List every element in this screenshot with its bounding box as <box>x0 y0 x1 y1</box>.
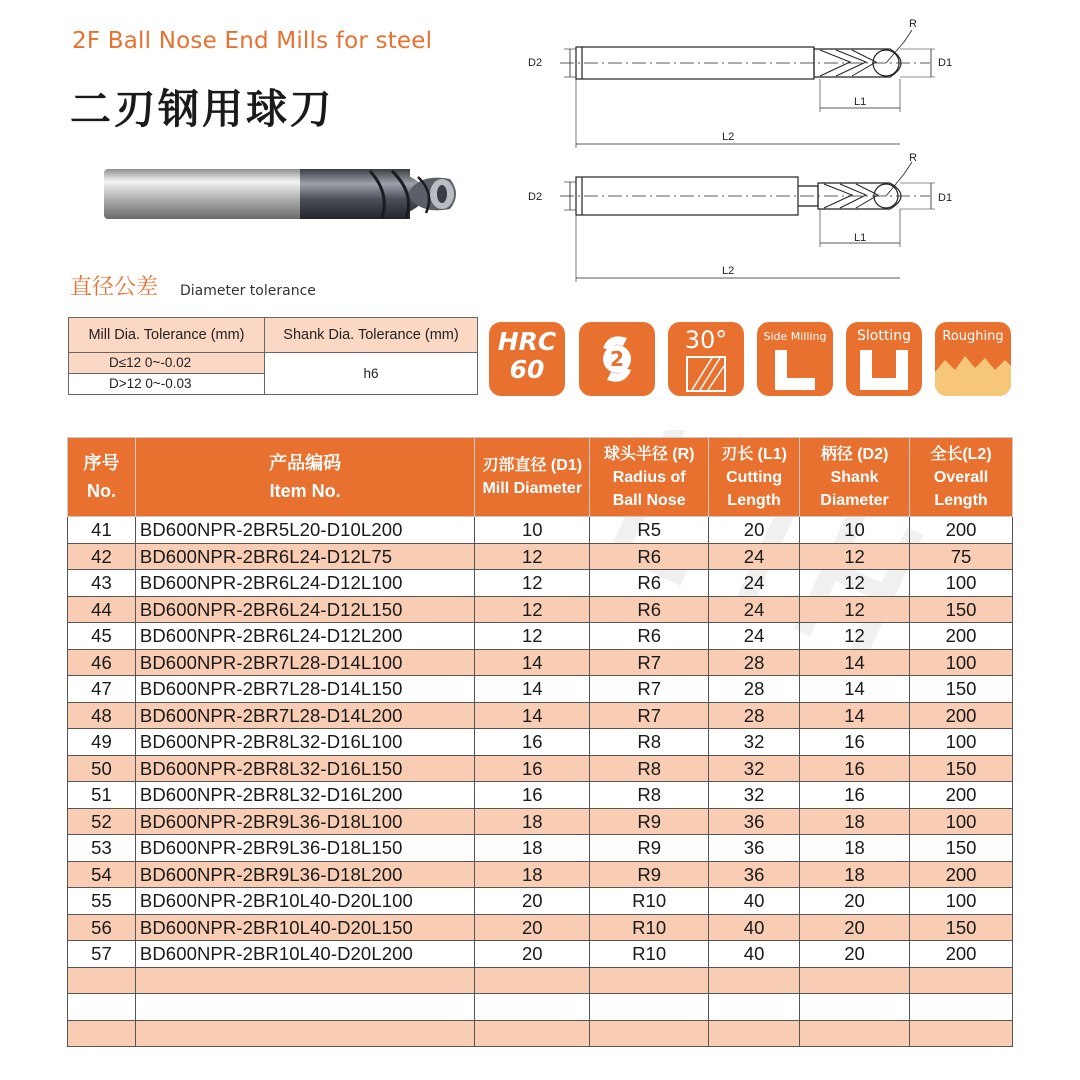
cell-mill-diameter <box>475 994 590 1021</box>
table-row <box>68 729 1013 756</box>
table-row <box>68 808 1013 835</box>
cell-item-no <box>135 1020 474 1047</box>
cell-cutting-length <box>709 967 800 994</box>
slotting-icon <box>858 348 910 392</box>
cell-overall-length: 150 <box>910 676 1013 703</box>
cell-no: 51 <box>68 782 136 809</box>
cell-radius: R10 <box>590 914 709 941</box>
cell-no: 46 <box>68 649 136 676</box>
cell-no: 54 <box>68 861 136 888</box>
tolerance-heading-en: Diameter tolerance <box>180 283 316 299</box>
header-overall-length: 全长(L2) Overall Length <box>910 438 1013 517</box>
cell-overall-length: 200 <box>910 517 1013 544</box>
cell-mill-diameter: 12 <box>475 543 590 570</box>
cell-overall-length <box>910 994 1013 1021</box>
cell-mill-diameter: 20 <box>475 941 590 968</box>
cell-overall-length: 200 <box>910 941 1013 968</box>
helix-angle-badge: 30° <box>668 322 744 396</box>
label-d2-bottom: D2 <box>528 191 543 203</box>
cell-radius: R7 <box>590 649 709 676</box>
cell-item-no: BD600NPR-2BR7L28-D14L200 <box>135 702 474 729</box>
table-row <box>68 782 1013 809</box>
tolerance-col-shank: Shank Dia. Tolerance (mm) <box>265 318 478 353</box>
cell-cutting-length: 36 <box>709 835 800 862</box>
header-shank-diameter: 柄径 (D2) Shank Diameter <box>800 438 910 517</box>
cell-item-no: BD600NPR-2BR7L28-D14L150 <box>135 676 474 703</box>
cell-shank-diameter: 12 <box>800 596 910 623</box>
cell-overall-length: 200 <box>910 623 1013 650</box>
cell-item-no <box>135 967 474 994</box>
cell-item-no: BD600NPR-2BR8L32-D16L100 <box>135 729 474 756</box>
cell-cutting-length: 24 <box>709 543 800 570</box>
table-row <box>68 1020 1013 1047</box>
cell-mill-diameter: 16 <box>475 729 590 756</box>
cell-radius: R6 <box>590 596 709 623</box>
table-row <box>68 914 1013 941</box>
cell-radius <box>590 967 709 994</box>
cell-overall-length: 150 <box>910 596 1013 623</box>
cell-item-no: BD600NPR-2BR9L36-D18L100 <box>135 808 474 835</box>
table-row <box>68 676 1013 703</box>
hrc-badge: HRC 60 <box>489 322 565 396</box>
label-l1-bottom: L1 <box>854 232 867 244</box>
label-l1-top: L1 <box>854 96 867 108</box>
cell-overall-length: 150 <box>910 755 1013 782</box>
cell-no: 45 <box>68 623 136 650</box>
cell-cutting-length: 24 <box>709 623 800 650</box>
table-row <box>68 649 1013 676</box>
cell-overall-length: 100 <box>910 570 1013 597</box>
cell-no: 42 <box>68 543 136 570</box>
cell-mill-diameter: 20 <box>475 914 590 941</box>
cell-cutting-length: 24 <box>709 596 800 623</box>
header-no: 序号 No. <box>68 438 136 517</box>
table-row <box>68 596 1013 623</box>
cell-overall-length: 75 <box>910 543 1013 570</box>
table-row <box>68 517 1013 544</box>
cell-shank-diameter <box>800 994 910 1021</box>
cell-item-no: BD600NPR-2BR10L40-D20L200 <box>135 941 474 968</box>
cell-radius: R10 <box>590 888 709 915</box>
table-row <box>68 888 1013 915</box>
end-mill-photo <box>70 163 490 225</box>
table-row <box>68 755 1013 782</box>
cell-mill-diameter: 16 <box>475 782 590 809</box>
cell-mill-diameter: 12 <box>475 596 590 623</box>
cell-mill-diameter: 18 <box>475 808 590 835</box>
cell-mill-diameter: 14 <box>475 702 590 729</box>
cell-cutting-length <box>709 994 800 1021</box>
cell-mill-diameter: 10 <box>475 517 590 544</box>
cell-radius: R7 <box>590 702 709 729</box>
cell-mill-diameter: 12 <box>475 623 590 650</box>
cell-cutting-length: 40 <box>709 941 800 968</box>
table-row <box>68 835 1013 862</box>
two-flute-badge: 2 <box>579 322 655 396</box>
tolerance-col-mill: Mill Dia. Tolerance (mm) <box>69 318 265 353</box>
cell-no: 41 <box>68 517 136 544</box>
table-row <box>68 967 1013 994</box>
cell-no: 50 <box>68 755 136 782</box>
table-header-row <box>68 438 1013 517</box>
cell-no: 52 <box>68 808 136 835</box>
cell-radius: R9 <box>590 835 709 862</box>
table-row <box>68 994 1013 1021</box>
roughing-badge: Roughing <box>935 322 1011 396</box>
label-r-bottom: R <box>909 152 917 164</box>
cell-overall-length: 200 <box>910 861 1013 888</box>
cell-item-no: BD600NPR-2BR6L24-D12L75 <box>135 543 474 570</box>
label-d1-top: D1 <box>938 57 953 69</box>
cell-item-no: BD600NPR-2BR8L32-D16L200 <box>135 782 474 809</box>
cell-cutting-length: 20 <box>709 517 800 544</box>
cell-shank-diameter: 12 <box>800 570 910 597</box>
header-radius: 球头半径 (R) Radius of Ball Nose <box>590 438 709 517</box>
tolerance-shank-value: h6 <box>265 353 478 395</box>
cell-overall-length: 100 <box>910 649 1013 676</box>
cell-radius: R7 <box>590 676 709 703</box>
header-cutting-length: 刃长 (L1) Cutting Length <box>709 438 800 517</box>
cell-overall-length: 150 <box>910 835 1013 862</box>
cell-no: 56 <box>68 914 136 941</box>
side-milling-icon <box>773 348 817 392</box>
label-l2-bottom: L2 <box>722 265 735 277</box>
cell-radius: R9 <box>590 861 709 888</box>
cell-overall-length <box>910 1020 1013 1047</box>
cell-mill-diameter: 18 <box>475 861 590 888</box>
technical-drawing <box>520 10 970 290</box>
cell-no: 53 <box>68 835 136 862</box>
cell-shank-diameter: 16 <box>800 729 910 756</box>
cell-cutting-length: 28 <box>709 702 800 729</box>
cell-item-no: BD600NPR-2BR10L40-D20L100 <box>135 888 474 915</box>
label-d1-bottom: D1 <box>938 192 953 204</box>
cell-shank-diameter: 14 <box>800 676 910 703</box>
cell-no <box>68 1020 136 1047</box>
cell-item-no: BD600NPR-2BR10L40-D20L150 <box>135 914 474 941</box>
cell-item-no <box>135 994 474 1021</box>
cell-shank-diameter: 20 <box>800 888 910 915</box>
cell-item-no: BD600NPR-2BR6L24-D12L100 <box>135 570 474 597</box>
cell-radius: R5 <box>590 517 709 544</box>
cell-item-no: BD600NPR-2BR5L20-D10L200 <box>135 517 474 544</box>
product-table <box>67 437 1013 1047</box>
label-l2-top: L2 <box>722 131 735 143</box>
cell-no: 47 <box>68 676 136 703</box>
cell-item-no: BD600NPR-2BR7L28-D14L100 <box>135 649 474 676</box>
cell-radius: R9 <box>590 808 709 835</box>
cell-shank-diameter: 20 <box>800 941 910 968</box>
cell-no: 48 <box>68 702 136 729</box>
cell-no: 57 <box>68 941 136 968</box>
cell-shank-diameter: 14 <box>800 702 910 729</box>
cell-mill-diameter: 16 <box>475 755 590 782</box>
cell-radius: R10 <box>590 941 709 968</box>
cell-shank-diameter: 10 <box>800 517 910 544</box>
cell-mill-diameter: 14 <box>475 649 590 676</box>
cell-overall-length: 200 <box>910 702 1013 729</box>
table-row <box>68 570 1013 597</box>
cell-shank-diameter: 12 <box>800 623 910 650</box>
cell-overall-length <box>910 967 1013 994</box>
cell-shank-diameter: 20 <box>800 914 910 941</box>
cell-no <box>68 994 136 1021</box>
table-row <box>68 623 1013 650</box>
cell-cutting-length <box>709 1020 800 1047</box>
table-row <box>68 861 1013 888</box>
cell-item-no: BD600NPR-2BR6L24-D12L150 <box>135 596 474 623</box>
cell-mill-diameter: 14 <box>475 676 590 703</box>
cell-radius: R8 <box>590 729 709 756</box>
label-r-top: R <box>909 18 917 30</box>
table-row <box>68 702 1013 729</box>
cell-cutting-length: 28 <box>709 649 800 676</box>
tolerance-row-1: D≤12 0~-0.02 <box>69 353 265 374</box>
label-d2-top: D2 <box>528 57 543 69</box>
title-english: 2F Ball Nose End Mills for steel <box>72 28 433 54</box>
cell-no: 44 <box>68 596 136 623</box>
cell-radius: R6 <box>590 570 709 597</box>
cell-shank-diameter: 16 <box>800 782 910 809</box>
table-row <box>68 543 1013 570</box>
cell-overall-length: 200 <box>910 782 1013 809</box>
cell-radius <box>590 994 709 1021</box>
cell-overall-length: 100 <box>910 729 1013 756</box>
roughing-icon <box>935 352 1011 396</box>
cell-no <box>68 967 136 994</box>
cell-item-no: BD600NPR-2BR9L36-D18L200 <box>135 861 474 888</box>
cell-overall-length: 100 <box>910 888 1013 915</box>
cell-radius: R8 <box>590 782 709 809</box>
cell-shank-diameter <box>800 1020 910 1047</box>
cell-mill-diameter: 18 <box>475 835 590 862</box>
cell-radius <box>590 1020 709 1047</box>
cell-no: 43 <box>68 570 136 597</box>
cell-shank-diameter: 16 <box>800 755 910 782</box>
cell-no: 55 <box>68 888 136 915</box>
cell-overall-length: 100 <box>910 808 1013 835</box>
cell-shank-diameter <box>800 967 910 994</box>
title-chinese: 二刃钢用球刀 <box>70 85 334 133</box>
cell-shank-diameter: 12 <box>800 543 910 570</box>
slotting-badge: Slotting <box>846 322 922 396</box>
cell-cutting-length: 32 <box>709 782 800 809</box>
cell-mill-diameter: 20 <box>475 888 590 915</box>
cell-cutting-length: 32 <box>709 755 800 782</box>
cell-shank-diameter: 18 <box>800 835 910 862</box>
cell-mill-diameter <box>475 1020 590 1047</box>
header-mill-diameter: 刃部直径 (D1) Mill Diameter <box>475 438 590 517</box>
cell-cutting-length: 36 <box>709 861 800 888</box>
tolerance-table <box>68 317 478 395</box>
helix-icon <box>686 356 726 392</box>
cell-mill-diameter <box>475 967 590 994</box>
cell-no: 49 <box>68 729 136 756</box>
cell-item-no: BD600NPR-2BR6L24-D12L200 <box>135 623 474 650</box>
cell-item-no: BD600NPR-2BR9L36-D18L150 <box>135 835 474 862</box>
cell-cutting-length: 36 <box>709 808 800 835</box>
cell-shank-diameter: 18 <box>800 808 910 835</box>
cell-overall-length: 150 <box>910 914 1013 941</box>
cell-cutting-length: 40 <box>709 914 800 941</box>
cell-mill-diameter: 12 <box>475 570 590 597</box>
cell-shank-diameter: 18 <box>800 861 910 888</box>
cell-cutting-length: 24 <box>709 570 800 597</box>
side-milling-badge: Side Milling <box>757 322 833 396</box>
cell-radius: R8 <box>590 755 709 782</box>
tolerance-heading-cn: 直径公差 <box>70 275 159 300</box>
cell-radius: R6 <box>590 623 709 650</box>
cell-cutting-length: 40 <box>709 888 800 915</box>
cell-item-no: BD600NPR-2BR8L32-D16L150 <box>135 755 474 782</box>
table-row <box>68 941 1013 968</box>
cell-cutting-length: 28 <box>709 676 800 703</box>
tolerance-row-2: D>12 0~-0.03 <box>69 374 265 395</box>
cell-cutting-length: 32 <box>709 729 800 756</box>
cell-radius: R6 <box>590 543 709 570</box>
cell-shank-diameter: 14 <box>800 649 910 676</box>
header-item-no: 产品编码 Item No. <box>135 438 474 517</box>
